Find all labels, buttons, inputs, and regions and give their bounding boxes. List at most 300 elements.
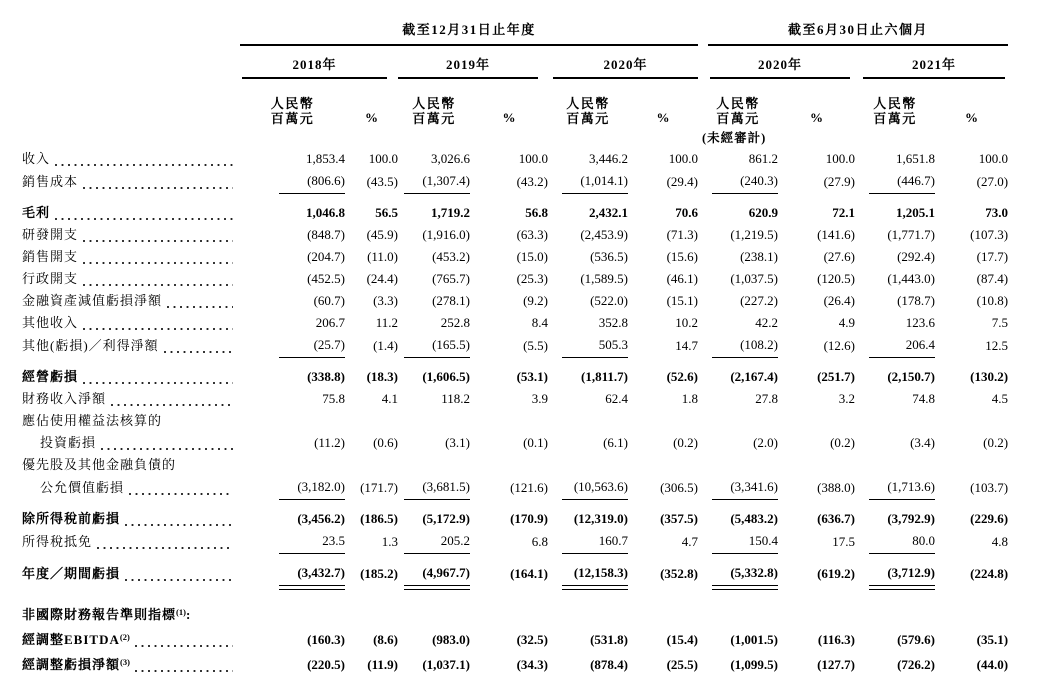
amount-cell: (220.5) bbox=[307, 657, 345, 672]
amount-cell: (12,158.3) bbox=[548, 554, 628, 586]
row-label: 金融資產減值虧損淨額 bbox=[22, 293, 163, 308]
footnote-marker: (1) bbox=[176, 607, 186, 617]
percent-cell: (164.1) bbox=[510, 566, 548, 581]
amount-cell: 42.2 bbox=[755, 315, 779, 330]
amount-cell: (178.7) bbox=[897, 293, 936, 308]
year-2018-cell bbox=[240, 46, 398, 79]
percent-cell: 100.0 bbox=[825, 151, 856, 166]
table-header bbox=[0, 8, 1008, 149]
period-group-row bbox=[0, 8, 1008, 46]
amount-cell: (3,681.5) bbox=[398, 477, 470, 500]
amount-cell: (3.1) bbox=[445, 435, 470, 450]
percent-cell: (87.4) bbox=[976, 271, 1009, 286]
amount-cell: (531.8) bbox=[590, 632, 628, 647]
row-label: 投資虧損 bbox=[40, 435, 97, 450]
row-label-cell bbox=[0, 433, 240, 455]
year-2020-label: 2020年 bbox=[553, 48, 698, 79]
row-label: 經營虧損 bbox=[22, 369, 79, 384]
amount-cell: 74.8 bbox=[912, 391, 936, 406]
row-label-cell bbox=[0, 500, 240, 531]
amount-cell: (108.2) bbox=[698, 335, 778, 358]
row-label-cell bbox=[0, 627, 240, 652]
percent-header: % bbox=[810, 110, 824, 125]
percent-cell: (5.5) bbox=[523, 338, 548, 353]
amount-cell: (278.1) bbox=[432, 293, 470, 308]
amount-cell: (292.4) bbox=[897, 249, 936, 264]
year-row bbox=[0, 46, 1008, 79]
percent-cell: 100.0 bbox=[368, 151, 398, 166]
percent-cell: (352.8) bbox=[660, 566, 699, 581]
percent-header: % bbox=[656, 110, 670, 125]
percent-cell: (116.3) bbox=[817, 632, 856, 647]
percent-cell: 6.8 bbox=[531, 534, 548, 549]
amount-cell: (3.4) bbox=[910, 435, 936, 450]
amount-cell: (3,341.6) bbox=[698, 477, 778, 500]
dot-leader bbox=[55, 149, 233, 169]
spacer-cell bbox=[0, 8, 240, 46]
amount-cell: (11.2) bbox=[314, 435, 345, 450]
unit-cell bbox=[398, 79, 470, 128]
amount-cell: 27.8 bbox=[755, 391, 779, 406]
amount-cell: 206.7 bbox=[315, 315, 345, 330]
percent-cell: (27.0) bbox=[976, 174, 1009, 189]
row-label: 行政開支 bbox=[22, 271, 79, 286]
unit-million: 百萬元 bbox=[270, 111, 315, 126]
percent-cell: (26.4) bbox=[823, 293, 856, 308]
table-row bbox=[0, 358, 1008, 389]
dot-leader bbox=[135, 627, 233, 650]
unit-million: 百萬元 bbox=[566, 111, 610, 126]
percent-cell: (306.5) bbox=[660, 480, 699, 495]
spacer-cell bbox=[0, 46, 240, 79]
amount-cell: (3,182.0) bbox=[240, 477, 345, 500]
amount-cell: (165.5) bbox=[398, 335, 470, 358]
percent-cell: (3.3) bbox=[373, 293, 398, 308]
row-label-cell bbox=[0, 411, 240, 433]
percent-cell: (636.7) bbox=[817, 511, 856, 526]
interim-period-title: 截至6月30日止六個月 bbox=[708, 19, 1008, 46]
percent-cell: (185.2) bbox=[360, 566, 398, 581]
percent-cell: (15.6) bbox=[666, 249, 699, 264]
percent-cell: 7.5 bbox=[991, 315, 1009, 330]
amount-cell: (1,099.5) bbox=[730, 657, 779, 672]
amount-cell: 620.9 bbox=[748, 205, 779, 220]
amount-cell: (2,453.9) bbox=[580, 227, 628, 242]
percent-cell: 17.5 bbox=[832, 534, 856, 549]
amount-cell: (1,443.0) bbox=[887, 271, 936, 286]
percent-cell: 1.8 bbox=[681, 391, 699, 406]
row-label-cell bbox=[0, 269, 240, 291]
amount-cell: (6.1) bbox=[603, 435, 628, 450]
percent-cell: (12.6) bbox=[823, 338, 856, 353]
table-row bbox=[0, 269, 1008, 291]
table-row bbox=[0, 171, 1008, 194]
percent-cell: (53.1) bbox=[516, 369, 548, 384]
percent-cell: (71.3) bbox=[666, 227, 699, 242]
dot-leader bbox=[83, 172, 233, 192]
percent-cell: (103.7) bbox=[970, 480, 1009, 495]
amount-cell: (240.3) bbox=[698, 171, 778, 194]
dot-leader bbox=[125, 509, 233, 529]
amount-cell: (3,456.2) bbox=[297, 511, 345, 526]
percent-cell: (251.7) bbox=[817, 369, 856, 384]
dot-leader bbox=[135, 652, 233, 675]
table-row bbox=[0, 225, 1008, 247]
amount-cell: 1,719.2 bbox=[431, 205, 470, 220]
unit-million: 百萬元 bbox=[873, 111, 917, 126]
percent-cell: 100.0 bbox=[978, 151, 1009, 166]
table-row bbox=[0, 411, 1008, 433]
percent-cell: 10.2 bbox=[675, 315, 699, 330]
row-label: 毛利 bbox=[22, 205, 51, 220]
table-row bbox=[0, 627, 1008, 652]
row-label-cell bbox=[0, 455, 240, 477]
unit-million: 百萬元 bbox=[412, 111, 456, 126]
amount-cell: (579.6) bbox=[897, 632, 936, 647]
percent-header: % bbox=[502, 110, 516, 125]
amount-cell: (536.5) bbox=[590, 249, 628, 264]
percent-cell: (120.5) bbox=[817, 271, 856, 286]
amount-cell: 861.2 bbox=[748, 151, 779, 166]
amount-cell: (1,589.5) bbox=[580, 271, 628, 286]
interim-2020-label: 2020年 bbox=[710, 48, 850, 79]
percent-cell: 4.8 bbox=[991, 534, 1009, 549]
amount-cell: 1,046.8 bbox=[306, 205, 345, 220]
amount-cell: 505.3 bbox=[548, 335, 628, 358]
amount-cell: 3,026.6 bbox=[431, 151, 470, 166]
percent-cell: (170.9) bbox=[510, 511, 548, 526]
unit-cell bbox=[548, 79, 628, 128]
percent-cell: (0.2) bbox=[983, 435, 1009, 450]
amount-cell: (1,219.5) bbox=[730, 227, 779, 242]
percent-cell: (0.6) bbox=[373, 435, 398, 450]
amount-cell: (10,563.6) bbox=[548, 477, 628, 500]
percent-cell: (43.5) bbox=[366, 174, 398, 189]
amount-cell: (60.7) bbox=[313, 293, 345, 308]
amount-cell: (806.6) bbox=[240, 171, 345, 194]
unit-currency: 人民幣 bbox=[412, 96, 456, 111]
percent-cell: 11.2 bbox=[375, 315, 398, 330]
percent-header: % bbox=[365, 110, 378, 125]
amount-cell: 150.4 bbox=[698, 531, 778, 554]
unit-currency: 人民幣 bbox=[566, 96, 610, 111]
amount-cell: 160.7 bbox=[548, 531, 628, 554]
amount-cell: 1,651.8 bbox=[896, 151, 936, 166]
row-label: 其他(虧損)／利得淨額 bbox=[22, 338, 159, 353]
table-row bbox=[0, 586, 1008, 627]
amount-cell: (452.5) bbox=[307, 271, 345, 286]
percent-cell: 4.7 bbox=[681, 534, 699, 549]
amount-cell: (1,771.7) bbox=[887, 227, 936, 242]
percent-cell: 4.9 bbox=[838, 315, 856, 330]
unit-cell bbox=[240, 79, 345, 128]
percent-cell: (9.2) bbox=[523, 293, 548, 308]
percent-cell: (29.4) bbox=[666, 174, 699, 189]
dot-leader bbox=[167, 291, 233, 311]
row-label-cell bbox=[0, 225, 240, 247]
percent-cell: 100.0 bbox=[518, 151, 548, 166]
amount-cell: (878.4) bbox=[590, 657, 628, 672]
percent-cell: (619.2) bbox=[817, 566, 856, 581]
percent-cell: (0.1) bbox=[523, 435, 548, 450]
row-label: 應佔使用權益法核算的 bbox=[22, 413, 163, 428]
table-row bbox=[0, 389, 1008, 411]
row-label: 經調整EBITDA$^{(2)}$ bbox=[22, 632, 130, 647]
interim-group-cell bbox=[698, 8, 1008, 46]
row-label: 銷售成本 bbox=[22, 174, 79, 189]
row-label-cell bbox=[0, 358, 240, 389]
amount-cell: 2,432.1 bbox=[589, 205, 628, 220]
percent-cell: (121.6) bbox=[510, 480, 548, 495]
percent-cell: 3.9 bbox=[531, 391, 548, 406]
amount-cell: 1,853.4 bbox=[306, 151, 345, 166]
percent-cell: (8.6) bbox=[373, 632, 398, 647]
dot-leader bbox=[97, 532, 233, 552]
unit-currency: 人民幣 bbox=[873, 96, 917, 111]
percent-cell: (15.1) bbox=[666, 293, 699, 308]
footnote-marker: (2) bbox=[119, 632, 130, 642]
year-2020-cell bbox=[548, 46, 698, 79]
percent-cell: 12.5 bbox=[985, 338, 1009, 353]
percent-cell: (171.7) bbox=[360, 480, 398, 495]
amount-cell: (1,606.5) bbox=[422, 369, 470, 384]
unit-million: 百萬元 bbox=[716, 111, 760, 126]
table-row bbox=[0, 149, 1008, 171]
amount-cell: (1,014.1) bbox=[548, 171, 628, 194]
amount-cell: (522.0) bbox=[590, 293, 628, 308]
year-2019-label: 2019年 bbox=[398, 48, 538, 79]
table-row bbox=[0, 433, 1008, 455]
row-label-cell bbox=[0, 389, 240, 411]
amount-cell: 80.0 bbox=[855, 531, 935, 554]
row-label: 年度／期間虧損 bbox=[22, 566, 121, 581]
amount-cell: 1,205.1 bbox=[896, 205, 936, 220]
dot-leader bbox=[125, 564, 233, 584]
amount-cell: 205.2 bbox=[398, 531, 470, 554]
unit-cell bbox=[698, 79, 778, 128]
table-row bbox=[0, 247, 1008, 269]
row-label: 經調整虧損淨額$^{(3)}$ bbox=[22, 657, 130, 672]
dot-leader bbox=[111, 389, 233, 409]
amount-cell: 123.6 bbox=[905, 315, 936, 330]
dot-leader bbox=[129, 478, 233, 498]
dot-leader bbox=[83, 313, 233, 333]
percent-cell: (34.3) bbox=[516, 657, 548, 672]
percent-cell: (15.4) bbox=[666, 632, 699, 647]
financial-summary-table bbox=[0, 8, 1008, 677]
row-label: 優先股及其他金融負債的 bbox=[22, 457, 177, 472]
percent-cell: (127.7) bbox=[817, 657, 856, 672]
dot-leader bbox=[164, 336, 233, 356]
unaudited-row bbox=[0, 128, 1008, 149]
table-row bbox=[0, 477, 1008, 500]
percent-cell: (15.0) bbox=[516, 249, 548, 264]
percent-cell: (0.2) bbox=[830, 435, 856, 450]
spacer-cell bbox=[855, 128, 1008, 149]
amount-cell: 23.5 bbox=[240, 531, 345, 554]
table-row bbox=[0, 313, 1008, 335]
interim-2020-cell bbox=[698, 46, 855, 79]
row-label-cell bbox=[0, 554, 240, 586]
annual-period-title: 截至12月31日止年度 bbox=[240, 19, 698, 46]
amount-cell: (2.0) bbox=[753, 435, 779, 450]
amount-cell: (5,172.9) bbox=[422, 511, 470, 526]
row-label: 收入 bbox=[22, 151, 51, 166]
amount-cell: 352.8 bbox=[598, 315, 628, 330]
percent-cell: (0.2) bbox=[673, 435, 699, 450]
percent-cell: 73.0 bbox=[985, 205, 1009, 220]
empty-cell bbox=[240, 455, 1008, 477]
amount-cell: (227.2) bbox=[740, 293, 779, 308]
amount-cell: (726.2) bbox=[897, 657, 936, 672]
row-label: 其他收入 bbox=[22, 315, 79, 330]
amount-cell: (2,167.4) bbox=[730, 369, 779, 384]
amount-cell: (446.7) bbox=[855, 171, 935, 194]
unit-currency: 人民幣 bbox=[716, 96, 760, 111]
empty-cell bbox=[240, 586, 1008, 627]
row-label: 財務收入淨額 bbox=[22, 391, 107, 406]
row-label: 公允價值虧損 bbox=[40, 480, 125, 495]
amount-cell: (1,916.0) bbox=[422, 227, 470, 242]
amount-cell: (765.7) bbox=[432, 271, 470, 286]
amount-cell: (25.7) bbox=[240, 335, 345, 358]
amount-cell: (1,037.1) bbox=[422, 657, 470, 672]
table-row bbox=[0, 194, 1008, 225]
amount-cell: (4,967.7) bbox=[398, 554, 470, 586]
percent-cell: 100.0 bbox=[668, 151, 699, 166]
percent-cell: (32.5) bbox=[516, 632, 548, 647]
row-label-cell bbox=[0, 291, 240, 313]
percent-cell: (130.2) bbox=[970, 369, 1009, 384]
row-label-cell bbox=[0, 247, 240, 269]
percent-cell: (24.4) bbox=[366, 271, 398, 286]
row-label: 銷售開支 bbox=[22, 249, 79, 264]
amount-cell: (1,001.5) bbox=[730, 632, 779, 647]
percent-cell: 70.6 bbox=[675, 205, 699, 220]
year-2019-cell bbox=[398, 46, 548, 79]
percent-cell: (229.6) bbox=[970, 511, 1009, 526]
row-label-cell bbox=[0, 531, 240, 554]
interim-2021-label: 2021年 bbox=[863, 48, 1005, 79]
percent-cell: 4.5 bbox=[991, 391, 1009, 406]
dot-leader bbox=[55, 203, 233, 223]
row-label-cell bbox=[0, 335, 240, 358]
row-label-cell bbox=[0, 149, 240, 171]
amount-cell: (1,811.7) bbox=[581, 369, 628, 384]
percent-cell: 72.1 bbox=[832, 205, 856, 220]
percent-cell: (10.8) bbox=[976, 293, 1009, 308]
percent-cell: (35.1) bbox=[976, 632, 1009, 647]
amount-cell: (160.3) bbox=[307, 632, 345, 647]
unaudited-note: (未經審計) bbox=[702, 131, 767, 145]
spacer-cell bbox=[0, 79, 240, 128]
unit-currency: 人民幣 bbox=[270, 96, 315, 111]
percent-cell: (63.3) bbox=[516, 227, 548, 242]
row-label-cell bbox=[0, 313, 240, 335]
percent-cell: 14.7 bbox=[675, 338, 699, 353]
amount-cell: (3,432.7) bbox=[240, 554, 345, 586]
percent-cell: (11.0) bbox=[367, 249, 398, 264]
table-row bbox=[0, 291, 1008, 313]
percent-cell: (224.8) bbox=[970, 566, 1009, 581]
amount-cell: (1,307.4) bbox=[398, 171, 470, 194]
percent-cell: (107.3) bbox=[970, 227, 1009, 242]
percent-cell: (186.5) bbox=[360, 511, 398, 526]
percent-cell: (46.1) bbox=[666, 271, 699, 286]
table-row bbox=[0, 455, 1008, 477]
amount-cell: (238.1) bbox=[740, 249, 779, 264]
percent-cell: (388.0) bbox=[817, 480, 856, 495]
percent-cell: 4.1 bbox=[381, 391, 398, 406]
row-label: 除所得稅前虧損 bbox=[22, 511, 121, 526]
amount-cell: (12,319.0) bbox=[573, 511, 628, 526]
dot-leader bbox=[101, 433, 233, 453]
amount-cell: 252.8 bbox=[440, 315, 470, 330]
amount-cell: 3,446.2 bbox=[589, 151, 628, 166]
table-row bbox=[0, 554, 1008, 586]
percent-cell: (17.7) bbox=[976, 249, 1009, 264]
amount-cell: (3,792.9) bbox=[887, 511, 936, 526]
percent-cell: (18.3) bbox=[366, 369, 398, 384]
percent-cell: (27.6) bbox=[823, 249, 856, 264]
table-row bbox=[0, 335, 1008, 358]
percent-cell: 56.5 bbox=[375, 205, 398, 220]
row-label-cell bbox=[0, 194, 240, 225]
year-2018-label: 2018年 bbox=[242, 48, 387, 79]
percent-cell: (25.3) bbox=[516, 271, 548, 286]
row-label-cell bbox=[0, 586, 240, 627]
amount-cell: (1,037.5) bbox=[730, 271, 779, 286]
amount-cell: 75.8 bbox=[322, 391, 345, 406]
table-body bbox=[0, 149, 1008, 677]
amount-cell: 118.2 bbox=[441, 391, 470, 406]
row-label-cell bbox=[0, 171, 240, 194]
percent-header: % bbox=[965, 110, 979, 125]
amount-cell: 206.4 bbox=[855, 335, 935, 358]
amount-cell: (848.7) bbox=[307, 227, 345, 242]
interim-2021-cell bbox=[855, 46, 1008, 79]
amount-cell: (983.0) bbox=[432, 632, 470, 647]
unit-row bbox=[0, 79, 1008, 128]
percent-cell: 3.2 bbox=[838, 391, 856, 406]
amount-cell: (453.2) bbox=[432, 249, 470, 264]
footnote-marker: (3) bbox=[120, 657, 130, 667]
annual-group-cell bbox=[240, 8, 698, 46]
amount-cell: (338.8) bbox=[307, 369, 345, 384]
amount-cell: 62.4 bbox=[605, 391, 628, 406]
percent-cell: (44.0) bbox=[976, 657, 1009, 672]
row-label-cell bbox=[0, 477, 240, 500]
table-row bbox=[0, 531, 1008, 554]
amount-cell: (1,713.6) bbox=[855, 477, 935, 500]
empty-cell bbox=[240, 411, 1008, 433]
dot-leader bbox=[83, 225, 233, 245]
dot-leader bbox=[83, 247, 233, 267]
percent-cell: 56.8 bbox=[525, 205, 548, 220]
percent-cell: (45.9) bbox=[366, 227, 398, 242]
amount-cell: (5,332.8) bbox=[698, 554, 778, 586]
percent-cell: (1.4) bbox=[373, 338, 398, 353]
table-row bbox=[0, 500, 1008, 531]
percent-cell: 8.4 bbox=[531, 315, 548, 330]
percent-cell: (25.5) bbox=[666, 657, 699, 672]
spacer-cell bbox=[0, 128, 698, 149]
amount-cell: (3,712.9) bbox=[855, 554, 935, 586]
table-row bbox=[0, 652, 1008, 677]
unit-cell bbox=[855, 79, 935, 128]
row-label: 研發開支 bbox=[22, 227, 79, 242]
row-label: 所得稅抵免 bbox=[22, 534, 93, 549]
